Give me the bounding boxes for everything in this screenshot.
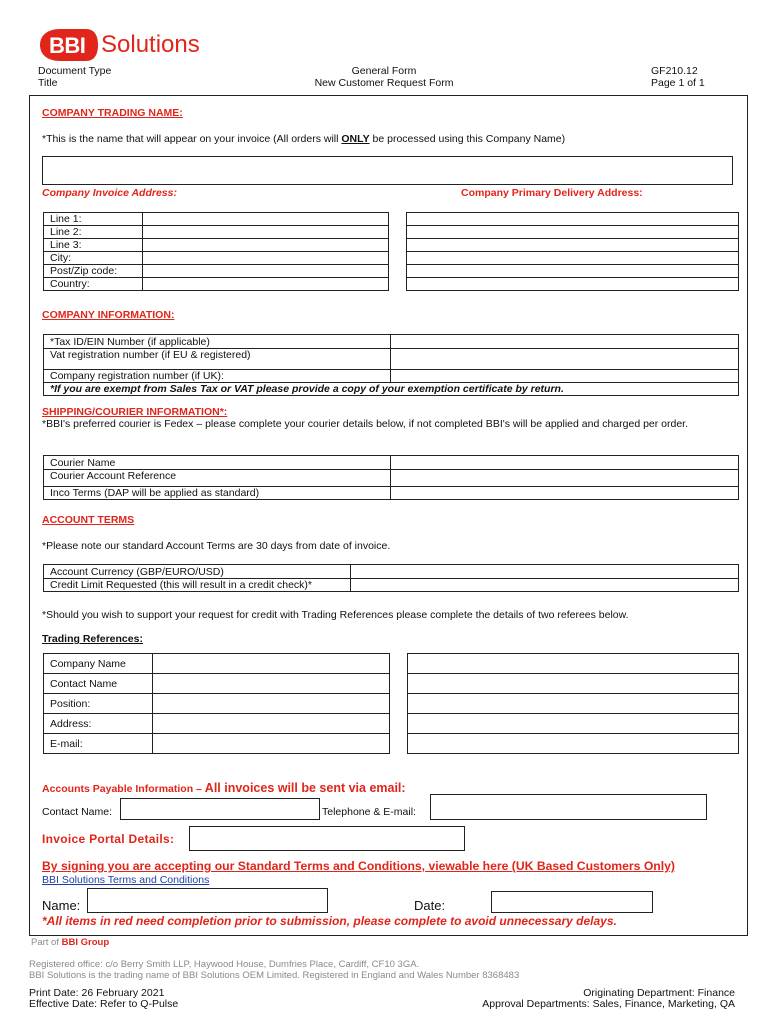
company-name-note-pre: *This is the name that will appear on your invoice (All orders will (42, 133, 342, 145)
address-row (44, 213, 389, 226)
page-number: Page 1 of 1 (651, 77, 705, 89)
delivery-address-table (406, 212, 739, 291)
doc-type-label: Document Type (38, 65, 112, 77)
company-name-note (42, 133, 565, 146)
address-line-label: Line 1: (44, 213, 143, 226)
invoice-address-heading: Company Invoice Address: (42, 187, 177, 199)
ref-contact-label: Contact Name (44, 674, 153, 694)
payable-heading-small: Accounts Payable Information – (42, 783, 205, 795)
company-reg-label: Company registration number (if UK): (44, 370, 391, 383)
logo-brand: BBI (49, 33, 86, 58)
address-row (44, 278, 389, 291)
part-of-label: Part of (31, 937, 62, 948)
ref-company-input[interactable] (153, 654, 390, 674)
date-label: Date: (414, 898, 446, 913)
address-line-input[interactable] (143, 278, 389, 291)
courier-account-input[interactable] (391, 470, 739, 487)
phone-email-input[interactable] (430, 794, 707, 820)
vat-number-label: Vat registration number (if EU & registered) (44, 349, 391, 370)
invoice-portal-label: Invoice Portal Details: (42, 832, 175, 846)
delivery-line-input[interactable] (407, 278, 739, 291)
referees-note: *Should you wish to support your request for credit with Trading References please complete the details of two referees below. (42, 609, 629, 621)
ref-position-input[interactable] (153, 694, 390, 714)
account-terms-note: *Please note our standard Account Terms are 30 days from date of invoice. (42, 540, 391, 552)
delivery-line-input[interactable] (407, 252, 739, 265)
doc-code: GF210.12 (651, 65, 698, 77)
company-name-input[interactable] (42, 156, 733, 185)
accounts-payable-heading (42, 779, 406, 797)
inco-terms-input[interactable] (391, 487, 739, 500)
bbi-logo (38, 27, 198, 63)
account-currency-input[interactable] (351, 565, 739, 579)
invoice-portal-input[interactable] (189, 826, 465, 851)
account-terms-heading: ACCOUNT TERMS (42, 514, 135, 526)
terms-link[interactable]: BBI Solutions Terms and Conditions (42, 874, 210, 886)
approval-departments: Approval Departments: Sales, Finance, Marketing, QA (482, 998, 735, 1010)
ref-position-label: Position: (44, 694, 153, 714)
courier-name-input[interactable] (391, 456, 739, 470)
ref2-input[interactable] (408, 654, 739, 674)
account-terms-table (43, 564, 739, 592)
ref2-input[interactable] (408, 674, 739, 694)
name-input[interactable] (87, 888, 328, 913)
shipping-heading: SHIPPING/COURIER INFORMATION*: (42, 406, 228, 418)
tax-id-input[interactable] (391, 335, 739, 349)
originating-department: Originating Department: Finance (583, 987, 735, 999)
ref2-input[interactable] (408, 694, 739, 714)
ref2-input[interactable] (408, 714, 739, 734)
title-value: New Customer Request Form (314, 77, 454, 89)
ref-email-label: E-mail: (44, 734, 153, 754)
company-name-note-emph: ONLY (341, 133, 370, 145)
delivery-line-input[interactable] (407, 226, 739, 239)
company-info-table (43, 334, 739, 396)
credit-limit-input[interactable] (351, 579, 739, 592)
logo-name: Solutions (101, 31, 200, 58)
address-line-label: Post/Zip code: (44, 265, 143, 278)
delivery-address-heading: Company Primary Delivery Address: (461, 187, 643, 199)
title-label: Title (38, 77, 58, 89)
address-line-label: Line 2: (44, 226, 143, 239)
courier-account-label: Courier Account Reference (44, 470, 391, 487)
phone-email-label: Telephone & E-mail: (322, 806, 416, 818)
courier-name-label: Courier Name (44, 456, 391, 470)
address-row (44, 265, 389, 278)
address-line-label: Country: (44, 278, 143, 291)
vat-number-input[interactable] (391, 349, 739, 370)
company-trading-name-heading: COMPANY TRADING NAME: (42, 107, 183, 119)
company-info-heading: COMPANY INFORMATION: (42, 309, 175, 321)
delivery-line-input[interactable] (407, 265, 739, 278)
reference-two-table (407, 653, 739, 754)
effective-date: Effective Date: Refer to Q-Pulse (29, 998, 179, 1010)
account-currency-label: Account Currency (GBP/EURO/USD) (44, 565, 351, 579)
ref-company-label: Company Name (44, 654, 153, 674)
contact-name-label: Contact Name: (42, 806, 113, 818)
registered-office: Registered office: c/o Berry Smith LLP, Haywood House, Dumfries Place, Cardiff, CF10 3GA. (29, 959, 420, 970)
ref-email-input[interactable] (153, 734, 390, 754)
company-name-note-post: be processed using this Company Name) (369, 133, 566, 145)
reference-one-table (43, 653, 390, 754)
delivery-line-input[interactable] (407, 213, 739, 226)
credit-limit-label: Credit Limit Requested (this will result in a credit check)* (44, 579, 351, 592)
company-reg-input[interactable] (391, 370, 739, 383)
address-line-input[interactable] (143, 239, 389, 252)
shipping-note: *BBI's preferred courier is Fedex – please complete your courier details below, if not completed BBI's will be applied and charged per order. (42, 418, 689, 430)
date-input[interactable] (491, 891, 653, 913)
address-line-label: Line 3: (44, 239, 143, 252)
contact-name-input[interactable] (120, 798, 320, 820)
address-line-input[interactable] (143, 265, 389, 278)
completion-warning: *All items in red need completion prior to submission, please complete to avoid unnecessary delays. (42, 914, 617, 928)
address-row (44, 252, 389, 265)
ref2-input[interactable] (408, 734, 739, 754)
address-line-input[interactable] (143, 226, 389, 239)
address-line-label: City: (44, 252, 143, 265)
inco-terms-label: Inco Terms (DAP will be applied as standard) (44, 487, 391, 500)
address-row (44, 239, 389, 252)
print-date: Print Date: 26 February 2021 (29, 987, 165, 999)
address-line-input[interactable] (143, 213, 389, 226)
trading-references-heading: Trading References: (42, 633, 143, 645)
address-line-input[interactable] (143, 252, 389, 265)
terms-statement: By signing you are accepting our Standard Terms and Conditions, viewable here (UK Based Customers Only) (42, 859, 675, 873)
shipping-table (43, 455, 739, 500)
part-of-group (31, 937, 109, 948)
doc-type-value: General Form (351, 65, 417, 77)
name-label: Name: (42, 898, 81, 913)
delivery-line-input[interactable] (407, 239, 739, 252)
ref-address-input[interactable] (153, 714, 390, 734)
trading-name-note: BBI Solutions is the trading name of BBI Solutions OEM Limited. Registered in England and Wales Number 8368483 (29, 970, 520, 981)
address-row (44, 226, 389, 239)
payable-heading-big: All invoices will be sent via email: (204, 781, 406, 795)
tax-id-label: *Tax ID/EIN Number (if applicable) (44, 335, 391, 349)
exempt-note: *If you are exempt from Sales Tax or VAT please provide a copy of your exemption certificate by return. (44, 383, 739, 396)
invoice-address-table (43, 212, 389, 291)
ref-contact-input[interactable] (153, 674, 390, 694)
group-name: BBI Group (61, 937, 110, 948)
ref-address-label: Address: (44, 714, 153, 734)
